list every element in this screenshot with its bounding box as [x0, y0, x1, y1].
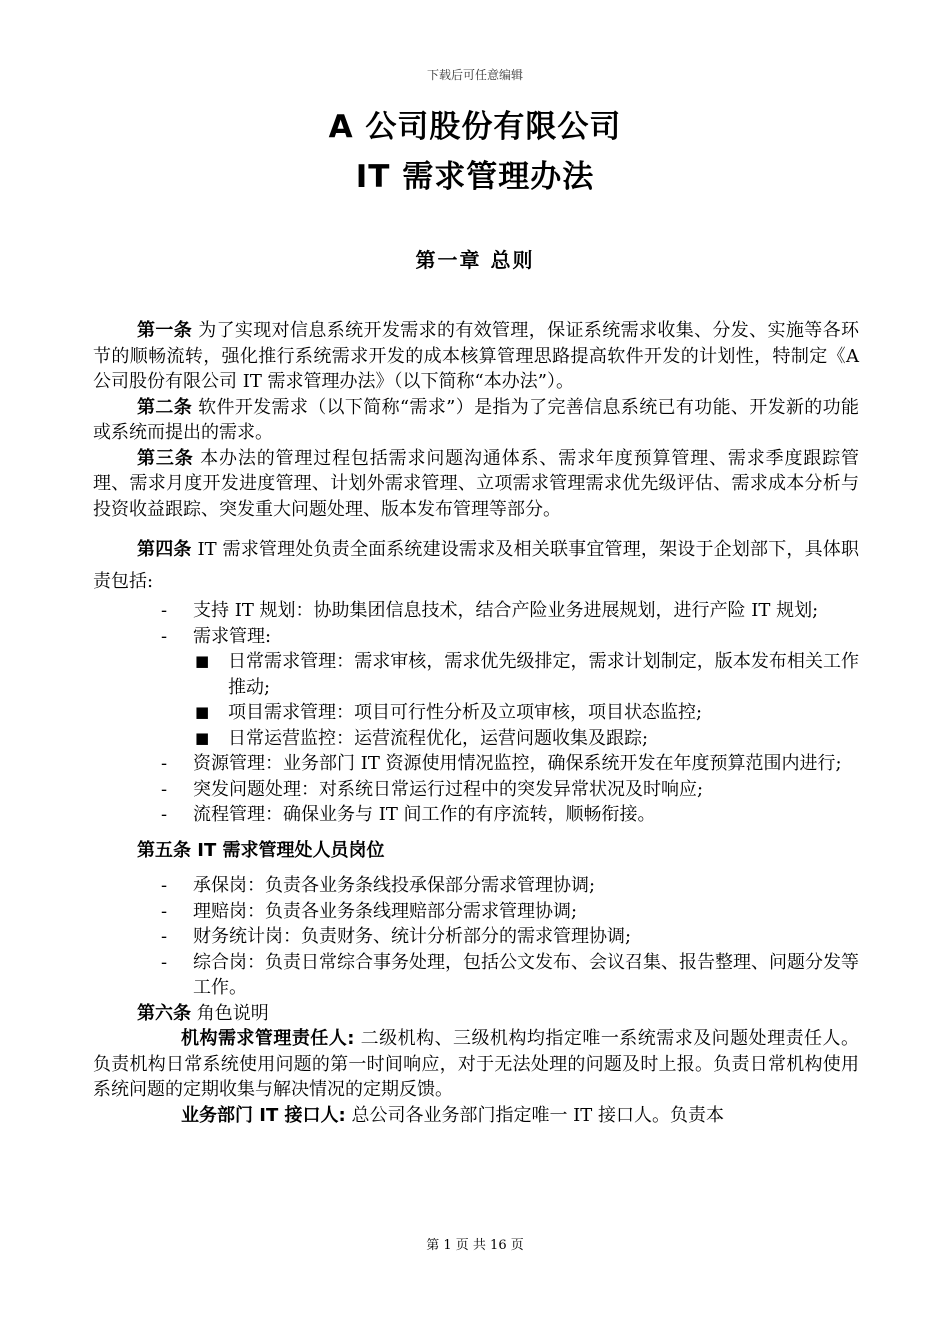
page-footer: 第 1 页 共 16 页 — [426, 1238, 524, 1253]
list-item: - 财务统计岗：负责财务、统计分析部分的需求管理协调; — [93, 924, 859, 950]
dash-bullet: - — [161, 600, 168, 621]
article-1 — [93, 318, 859, 395]
role-institution-label: 机构需求管理责任人: — [181, 1028, 355, 1049]
dash-bullet: - — [161, 951, 168, 973]
role-institution-text: 二级机构、三级机构均指定唯一系统需求及问题处理责任人。负责机构日常系统使用问题的第一时间响应，对于无法处理的问题及时上报。负责日常机构使用系统问题的定期收集与解决情况的定期反馈。 — [93, 1028, 859, 1100]
list-item: - 需求管理: — [93, 624, 859, 650]
title-document: IT 需求管理办法 — [355, 159, 595, 195]
sub-list-item: ■ 项目需求管理：项目可行性分析及立项审核，项目状态监控; — [93, 700, 859, 726]
article-1-label: 第一条 — [137, 320, 193, 341]
dash-bullet: - — [161, 778, 168, 800]
list-item: - 承保岗：负责各业务条线投承保部分需求管理协调; — [93, 873, 859, 899]
article-3-label: 第三条 — [137, 447, 194, 469]
square-bullet-icon: ■ — [195, 703, 210, 721]
article-6 — [93, 1001, 859, 1027]
list-item: - 理赔岗：负责各业务条线理赔部分需求管理协调; — [93, 899, 859, 925]
role-department-label: 业务部门 IT 接口人: — [181, 1104, 346, 1126]
list-item: - 支持 IT 规划：协助集团信息技术，结合产险业务进展规划，进行产险 IT 规划; — [93, 598, 859, 624]
article-4-text: IT 需求管理处负责全面系统建设需求及相关联事宜管理，架设于企划部下，具体职责包括: — [93, 539, 859, 592]
dash-bullet: - — [161, 926, 168, 947]
article-6-text: 角色说明 — [196, 1002, 269, 1024]
article-5-title: IT 需求管理处人员岗位 — [197, 839, 385, 861]
document-body — [93, 318, 859, 1128]
square-bullet-icon: ■ — [195, 652, 210, 670]
list-item: - 综合岗：负责日常综合事务处理，包括公文发布、会议召集、报告整理、问题分发等工作。 — [161, 951, 859, 998]
article-5-heading — [93, 838, 859, 864]
article-5-list — [93, 873, 859, 1001]
header-note: 下载后可任意编辑 — [426, 68, 523, 82]
sub-list-item: ■ 日常需求管理：需求审核，需求优先级排定，需求计划制定，版本发布相关工作推动; — [195, 651, 859, 698]
article-6-label: 第六条 — [137, 1002, 191, 1024]
article-5-label: 第五条 — [137, 839, 191, 861]
article-1-text: 为了实现对信息系统开发需求的有效管理，保证系统需求收集、分发、实施等各环节的顺畅流转，强化推行系统需求开发的成本核算管理思路提高软件开发的计划性，特制定《A 公司股份有限公司 IT 需求管理办法》（以下简称“本办法”）。 — [93, 320, 860, 392]
role-department-text: 总公司各业务部门指定唯一 IT 接口人。负责本 — [351, 1104, 725, 1126]
article-2-label: 第二条 — [137, 396, 193, 418]
article-3 — [93, 446, 859, 523]
sub-list-item: ■ 日常运营监控：运营流程优化，运营问题收集及跟踪; — [93, 726, 859, 752]
article-3-text: 本办法的管理过程包括需求问题沟通体系、需求年度预算管理、需求季度跟踪管理、需求月度开发进度管理、计划外需求管理、立项需求管理需求优先级评估、需求成本分析与投资收益跟踪、突发重大问题处理、版本发布管理等部分。 — [93, 447, 860, 520]
article-4-label: 第四条 — [137, 539, 192, 560]
role-department — [93, 1103, 859, 1129]
role-institution — [93, 1026, 859, 1103]
dash-bullet: - — [161, 875, 168, 896]
list-item: - 突发问题处理：对系统日常运行过程中的突发异常状况及时响应; — [93, 777, 859, 803]
article-2-text: 软件开发需求（以下简称“需求”）是指为了完善信息系统已有功能、开发新的功能或系统而提出的需求。 — [93, 396, 859, 443]
list-item: - 资源管理：业务部门 IT 资源使用情况监控，确保系统开发在年度预算范围内进行; — [93, 751, 859, 777]
dash-bullet: - — [161, 804, 168, 825]
title-company: A 公司股份有限公司 — [328, 109, 622, 145]
article-2 — [93, 395, 859, 446]
dash-bullet: - — [161, 753, 168, 774]
dash-bullet: - — [161, 625, 168, 647]
chapter-heading: 第一章 总则 — [415, 248, 535, 272]
list-item: - 流程管理：确保业务与 IT 间工作的有序流转，顺畅衔接。 — [93, 802, 859, 828]
dash-bullet: - — [161, 900, 168, 922]
square-bullet-icon: ■ — [195, 728, 210, 747]
article-4 — [93, 534, 859, 598]
article-4-list — [93, 598, 859, 828]
